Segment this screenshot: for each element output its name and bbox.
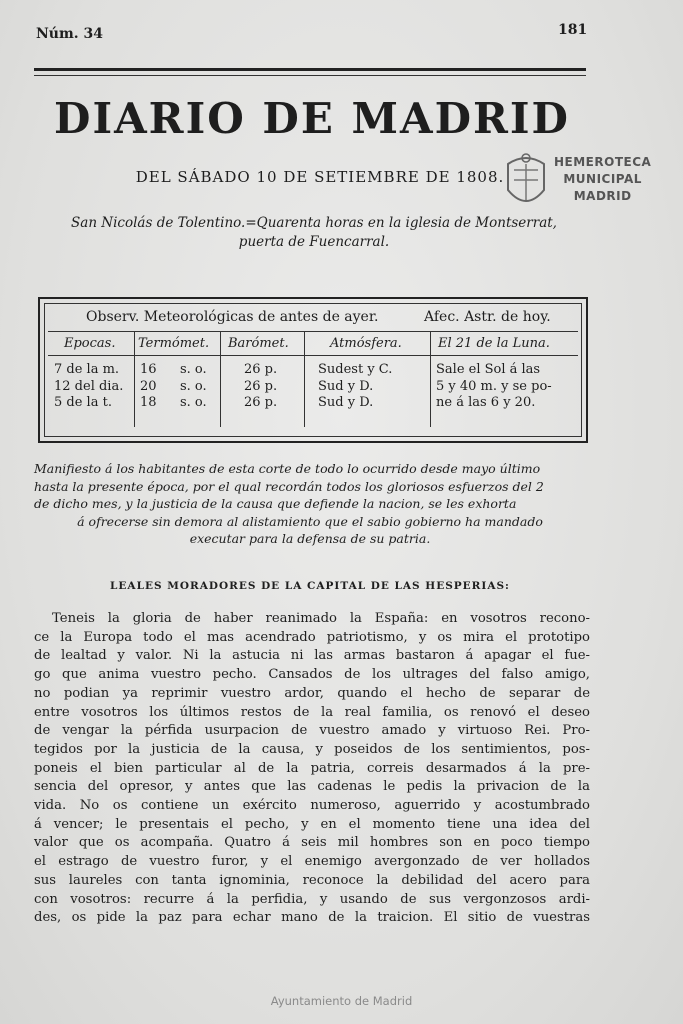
- atmosphere-value: Sudest y C.: [318, 362, 393, 377]
- coat-of-arms-icon: [498, 150, 554, 216]
- body-line: á vencer; le presentais el pecho, y en el momento tiene una idea del: [34, 816, 590, 832]
- body-line: des, os pide la paz para echar mano de la traicion. El sitio de vuestras: [34, 910, 590, 926]
- barometer-value: 26 p.: [244, 362, 278, 377]
- table-cell: [436, 362, 552, 412]
- column-header: El 21 de la Luna.: [438, 336, 550, 351]
- body-line: vida. No os contiene un exército numeroso, aguerrido y acostumbrado: [34, 798, 590, 814]
- atmosphere-value: Sud y D.: [318, 395, 374, 410]
- article-body: [34, 610, 590, 928]
- section-heading: LEALES MORADORES DE LA CAPITAL DE LAS HESPERIAS:: [110, 580, 510, 592]
- manifiesto-line: executar para la defensa de su patria.: [189, 531, 431, 546]
- stamp-line: MADRID: [573, 189, 632, 203]
- column-divider: [134, 331, 135, 427]
- saint-line: San Nicolás de Tolentino.=Quarenta horas en la iglesia de Montserrat,: [71, 215, 557, 231]
- footer-credit: Ayuntamiento de Madrid: [270, 994, 413, 1008]
- column-header: Epocas.: [64, 336, 116, 351]
- manifiesto-summary: [34, 460, 586, 548]
- manifiesto-line: Manifiesto á los habitantes de esta corte de todo lo ocurrido desde mayo último: [34, 461, 541, 476]
- thermometer-unit: s. o.: [180, 395, 207, 410]
- manifiesto-line: hasta la presente época, por el qual recordán todos los gloriosos esfuerzos del 2: [34, 478, 544, 494]
- saint-line: puerta de Fuencarral.: [238, 234, 390, 250]
- atmosphere-value: Sud y D.: [318, 378, 374, 394]
- body-line: con vosotros: recurre á la perfidia, y usando de sus vergonzosos ardi-: [34, 891, 590, 907]
- body-line: sencia del opresor, y antes que las cadenas le pedis la privacion de la: [34, 779, 590, 795]
- body-line: ce la Europa todo el mas acendrado patriotismo, y os mira el prototipo: [34, 629, 590, 645]
- hemeroteca-stamp: [498, 150, 678, 220]
- column-divider: [430, 331, 431, 427]
- page-number: 181: [558, 22, 588, 38]
- astro-title: Afec. Astr. de hoy.: [424, 309, 551, 325]
- body-line: tegidos por la justicia de la causa, y poseidos de los sentimientos, pos-: [34, 741, 590, 757]
- table-rule: [48, 331, 578, 332]
- column-divider: [220, 331, 221, 427]
- stamp-text: [554, 154, 651, 205]
- body-line: Teneis la gloria de haber reanimado la España: en vosotros recono-: [52, 611, 590, 626]
- body-line: no podian ya reprimir vuestro ardor, quando el hecho de separar de: [34, 685, 590, 701]
- column-header: Termómet.: [138, 336, 210, 351]
- body-line: de vengar la pérfida usurpacion de vuestro amado y virtuoso Rei. Pro-: [34, 723, 590, 739]
- saint-notice: [44, 214, 584, 252]
- date-line: DEL SÁBADO 10 DE SETIEMBRE DE 1808.: [135, 168, 505, 186]
- thermometer-unit: s. o.: [180, 362, 207, 377]
- masthead-title: DIARIO DE MADRID: [54, 94, 570, 143]
- table-cell: [244, 362, 277, 412]
- moon-value: 5 y 40 m. y se po-: [436, 378, 552, 394]
- meteorological-table: [38, 297, 588, 443]
- column-header: Atmósfera.: [330, 336, 402, 351]
- moon-value: Sale el Sol á las: [436, 362, 541, 377]
- moon-value: ne á las 6 y 20.: [436, 395, 536, 410]
- barometer-value: 26 p.: [244, 378, 278, 394]
- thermometer-value: 18: [140, 395, 157, 410]
- manifiesto-line: de dicho mes, y la justicia de la causa que defiende la nacion, se les exhorta: [34, 496, 517, 511]
- body-line: el estrago de vuestro furor, y el enemigo avergonzado de ver hollados: [34, 854, 590, 870]
- body-line: valor que os acompaña. Quatro á seis mil hombres son en poco tiempo: [34, 835, 590, 851]
- stamp-line: MUNICIPAL: [563, 172, 642, 186]
- body-line: de lealtad y valor. Ni la astucia ni las armas bastaron á apagar el fue-: [34, 648, 590, 664]
- table-cell: [180, 362, 207, 412]
- body-line: sus laureles con tanta ignominia, reconoce la debilidad del acero para: [34, 872, 590, 888]
- stamp-line: HEMEROTECA: [554, 155, 652, 169]
- issue-number: Núm. 34: [36, 26, 104, 42]
- meteo-title: Observ. Meteorológicas de antes de ayer.: [86, 309, 379, 325]
- table-cell: [140, 362, 157, 412]
- table-cell: [318, 362, 392, 412]
- barometer-value: 26 p.: [244, 395, 278, 410]
- epoch-value: 7 de la m.: [54, 362, 120, 377]
- top-rule: [34, 68, 586, 71]
- epoch-value: 5 de la t.: [54, 395, 112, 410]
- manifiesto-line: á ofrecerse sin demora al alistamiento que el sabio gobierno ha mandado: [77, 513, 543, 529]
- body-line: go que anima vuestro pecho. Cansados de los ultrages del falso amigo,: [34, 667, 590, 683]
- thermometer-value: 20: [140, 378, 157, 394]
- table-rule: [48, 355, 578, 356]
- column-divider: [304, 331, 305, 427]
- thermometer-unit: s. o.: [180, 378, 207, 394]
- thermometer-value: 16: [140, 362, 157, 377]
- top-rule-thin: [34, 75, 586, 76]
- body-line: entre vosotros los últimos restos de la real familia, os renovó el deseo: [34, 704, 590, 720]
- table-cell: [54, 362, 123, 412]
- body-line: poneis el bien particular al de la patria, correis desarmados á la pre-: [34, 760, 590, 776]
- column-header: Barómet.: [228, 336, 289, 351]
- epoch-value: 12 del dia.: [54, 378, 124, 394]
